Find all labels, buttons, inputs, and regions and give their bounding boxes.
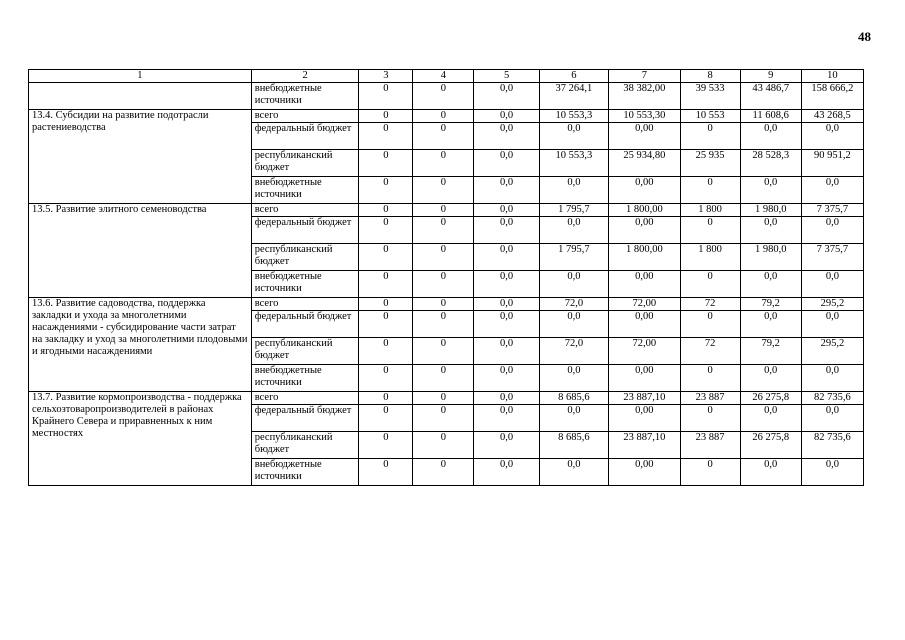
value-cell: 0 <box>680 271 740 298</box>
value-cell: 0 <box>359 311 413 338</box>
value-cell: 0,0 <box>801 271 863 298</box>
value-cell: 38 382,00 <box>609 83 680 110</box>
value-cell: 23 887,10 <box>609 432 680 459</box>
measure-title: 13.6. Развитие садоводства, поддержка закладки и ухода за многолетними насаждениями - субсидирование части затрат на закладку и уход за многолетними плодовыми и ягодными насаждениями <box>29 298 252 392</box>
value-cell: 0 <box>413 392 474 405</box>
value-cell: 0 <box>413 123 474 150</box>
value-cell: 0,0 <box>801 365 863 392</box>
value-cell: 82 735,6 <box>801 432 863 459</box>
value-cell: 0 <box>413 271 474 298</box>
value-cell: 25 934,80 <box>609 150 680 177</box>
value-cell: 0 <box>413 365 474 392</box>
value-cell: 1 800,00 <box>609 244 680 271</box>
funding-source: внебюджетные источники <box>251 459 359 486</box>
value-cell: 0 <box>359 110 413 123</box>
value-cell: 0,0 <box>539 405 608 432</box>
value-cell: 10 553,3 <box>539 150 608 177</box>
value-cell: 0,0 <box>474 365 539 392</box>
value-cell: 295,2 <box>801 338 863 365</box>
funding-source: всего <box>251 110 359 123</box>
value-cell: 1 980,0 <box>740 244 801 271</box>
funding-source: федеральный бюджет <box>251 123 359 150</box>
value-cell: 26 275,8 <box>740 432 801 459</box>
value-cell: 0,0 <box>474 405 539 432</box>
funding-source: внебюджетные источники <box>251 271 359 298</box>
value-cell: 79,2 <box>740 298 801 311</box>
value-cell: 0,0 <box>474 110 539 123</box>
value-cell: 0 <box>413 459 474 486</box>
funding-source: внебюджетные источники <box>251 83 359 110</box>
value-cell: 0 <box>413 338 474 365</box>
value-cell: 0,00 <box>609 123 680 150</box>
value-cell: 72 <box>680 298 740 311</box>
column-header: 7 <box>609 70 680 83</box>
value-cell: 0 <box>680 459 740 486</box>
table-row <box>29 83 864 110</box>
value-cell: 0,0 <box>539 217 608 244</box>
funding-source: всего <box>251 298 359 311</box>
value-cell: 72,00 <box>609 338 680 365</box>
value-cell: 0,0 <box>539 271 608 298</box>
value-cell: 72,0 <box>539 298 608 311</box>
value-cell: 23 887 <box>680 432 740 459</box>
value-cell: 0 <box>359 217 413 244</box>
value-cell: 0 <box>680 365 740 392</box>
value-cell: 0 <box>413 217 474 244</box>
value-cell: 90 951,2 <box>801 150 863 177</box>
funding-source: федеральный бюджет <box>251 311 359 338</box>
value-cell: 0 <box>359 459 413 486</box>
value-cell: 79,2 <box>740 338 801 365</box>
table-row <box>29 110 864 123</box>
value-cell: 0 <box>359 298 413 311</box>
value-cell: 0,0 <box>474 271 539 298</box>
value-cell: 0,0 <box>740 459 801 486</box>
value-cell: 0 <box>680 311 740 338</box>
value-cell: 0,0 <box>539 459 608 486</box>
value-cell: 0,0 <box>740 311 801 338</box>
value-cell: 0,0 <box>801 459 863 486</box>
value-cell: 0,0 <box>740 123 801 150</box>
measure-title: 13.7. Развитие кормопроизводства - поддержка сельхозтоваропроизводителей в районах Крайнего Севера и приравненных к ним местностях <box>29 392 252 486</box>
measure-title: 13.4. Субсидии на развитие подотрасли растениеводства <box>29 110 252 204</box>
value-cell: 0,0 <box>474 311 539 338</box>
funding-source: внебюджетные источники <box>251 365 359 392</box>
column-header: 2 <box>251 70 359 83</box>
value-cell: 0,0 <box>474 217 539 244</box>
value-cell: 0 <box>359 338 413 365</box>
column-header: 1 <box>29 70 252 83</box>
column-header: 4 <box>413 70 474 83</box>
header-row <box>29 70 864 83</box>
value-cell: 0 <box>413 405 474 432</box>
value-cell: 10 553 <box>680 110 740 123</box>
value-cell: 1 800 <box>680 244 740 271</box>
value-cell: 0,0 <box>474 392 539 405</box>
value-cell: 7 375,7 <box>801 204 863 217</box>
budget-table <box>28 69 864 486</box>
funding-source: республиканский бюджет <box>251 432 359 459</box>
value-cell: 0,0 <box>474 123 539 150</box>
value-cell: 72,0 <box>539 338 608 365</box>
value-cell: 0,0 <box>474 244 539 271</box>
value-cell: 0,00 <box>609 365 680 392</box>
value-cell: 1 795,7 <box>539 244 608 271</box>
value-cell: 0 <box>359 177 413 204</box>
value-cell: 0 <box>359 244 413 271</box>
value-cell: 0 <box>359 405 413 432</box>
value-cell: 0 <box>359 204 413 217</box>
funding-source: всего <box>251 204 359 217</box>
value-cell: 0,00 <box>609 459 680 486</box>
table-row <box>29 204 864 217</box>
column-header: 3 <box>359 70 413 83</box>
table-body <box>29 83 864 486</box>
value-cell: 295,2 <box>801 298 863 311</box>
measure-title: 13.5. Развитие элитного семеноводства <box>29 204 252 298</box>
value-cell: 0,0 <box>474 150 539 177</box>
value-cell: 0,00 <box>609 217 680 244</box>
value-cell: 10 553,30 <box>609 110 680 123</box>
column-header: 10 <box>801 70 863 83</box>
value-cell: 0,0 <box>474 432 539 459</box>
value-cell: 0 <box>413 150 474 177</box>
value-cell: 0,0 <box>539 177 608 204</box>
value-cell: 23 887 <box>680 392 740 405</box>
value-cell: 0 <box>359 365 413 392</box>
value-cell: 0 <box>359 83 413 110</box>
value-cell: 0,0 <box>740 365 801 392</box>
value-cell: 0,0 <box>740 405 801 432</box>
value-cell: 0 <box>413 298 474 311</box>
value-cell: 0,0 <box>474 459 539 486</box>
value-cell: 0 <box>680 405 740 432</box>
value-cell: 0,0 <box>474 177 539 204</box>
value-cell: 43 268,5 <box>801 110 863 123</box>
value-cell: 1 800 <box>680 204 740 217</box>
value-cell: 0 <box>359 150 413 177</box>
funding-source: республиканский бюджет <box>251 244 359 271</box>
value-cell: 0,0 <box>801 217 863 244</box>
column-header: 5 <box>474 70 539 83</box>
value-cell: 0,0 <box>539 123 608 150</box>
value-cell: 0,0 <box>740 177 801 204</box>
value-cell: 0 <box>359 123 413 150</box>
value-cell: 8 685,6 <box>539 432 608 459</box>
value-cell: 0 <box>413 83 474 110</box>
value-cell: 0,0 <box>801 123 863 150</box>
value-cell: 0,0 <box>801 405 863 432</box>
value-cell: 26 275,8 <box>740 392 801 405</box>
value-cell: 0,0 <box>801 311 863 338</box>
column-header: 8 <box>680 70 740 83</box>
value-cell: 23 887,10 <box>609 392 680 405</box>
value-cell: 39 533 <box>680 83 740 110</box>
funding-source: внебюджетные источники <box>251 177 359 204</box>
value-cell: 0,00 <box>609 311 680 338</box>
value-cell: 8 685,6 <box>539 392 608 405</box>
value-cell: 0,0 <box>474 338 539 365</box>
value-cell: 0 <box>680 123 740 150</box>
value-cell: 10 553,3 <box>539 110 608 123</box>
value-cell: 0,00 <box>609 271 680 298</box>
value-cell: 0,0 <box>801 177 863 204</box>
measure-title <box>29 83 252 110</box>
table-row <box>29 298 864 311</box>
value-cell: 1 800,00 <box>609 204 680 217</box>
funding-source: всего <box>251 392 359 405</box>
value-cell: 0 <box>680 177 740 204</box>
value-cell: 0 <box>680 217 740 244</box>
value-cell: 0 <box>359 432 413 459</box>
value-cell: 0,0 <box>539 365 608 392</box>
value-cell: 0 <box>359 392 413 405</box>
funding-source: республиканский бюджет <box>251 338 359 365</box>
value-cell: 43 486,7 <box>740 83 801 110</box>
value-cell: 11 608,6 <box>740 110 801 123</box>
funding-source: республиканский бюджет <box>251 150 359 177</box>
value-cell: 37 264,1 <box>539 83 608 110</box>
value-cell: 0,0 <box>740 271 801 298</box>
value-cell: 72,00 <box>609 298 680 311</box>
value-cell: 0 <box>413 204 474 217</box>
value-cell: 1 795,7 <box>539 204 608 217</box>
value-cell: 0,0 <box>474 83 539 110</box>
value-cell: 0 <box>413 432 474 459</box>
value-cell: 158 666,2 <box>801 83 863 110</box>
funding-source: федеральный бюджет <box>251 405 359 432</box>
value-cell: 0,00 <box>609 177 680 204</box>
value-cell: 0,0 <box>539 311 608 338</box>
value-cell: 0 <box>413 244 474 271</box>
value-cell: 0,0 <box>474 298 539 311</box>
column-header: 6 <box>539 70 608 83</box>
value-cell: 0,0 <box>740 217 801 244</box>
value-cell: 0,00 <box>609 405 680 432</box>
column-header: 9 <box>740 70 801 83</box>
value-cell: 72 <box>680 338 740 365</box>
page-number: 48 <box>858 29 871 44</box>
table-row <box>29 392 864 405</box>
value-cell: 25 935 <box>680 150 740 177</box>
value-cell: 0 <box>359 271 413 298</box>
value-cell: 0 <box>413 311 474 338</box>
value-cell: 82 735,6 <box>801 392 863 405</box>
funding-source: федеральный бюджет <box>251 217 359 244</box>
value-cell: 1 980,0 <box>740 204 801 217</box>
value-cell: 0 <box>413 110 474 123</box>
value-cell: 0 <box>413 177 474 204</box>
value-cell: 0,0 <box>474 204 539 217</box>
value-cell: 28 528,3 <box>740 150 801 177</box>
value-cell: 7 375,7 <box>801 244 863 271</box>
